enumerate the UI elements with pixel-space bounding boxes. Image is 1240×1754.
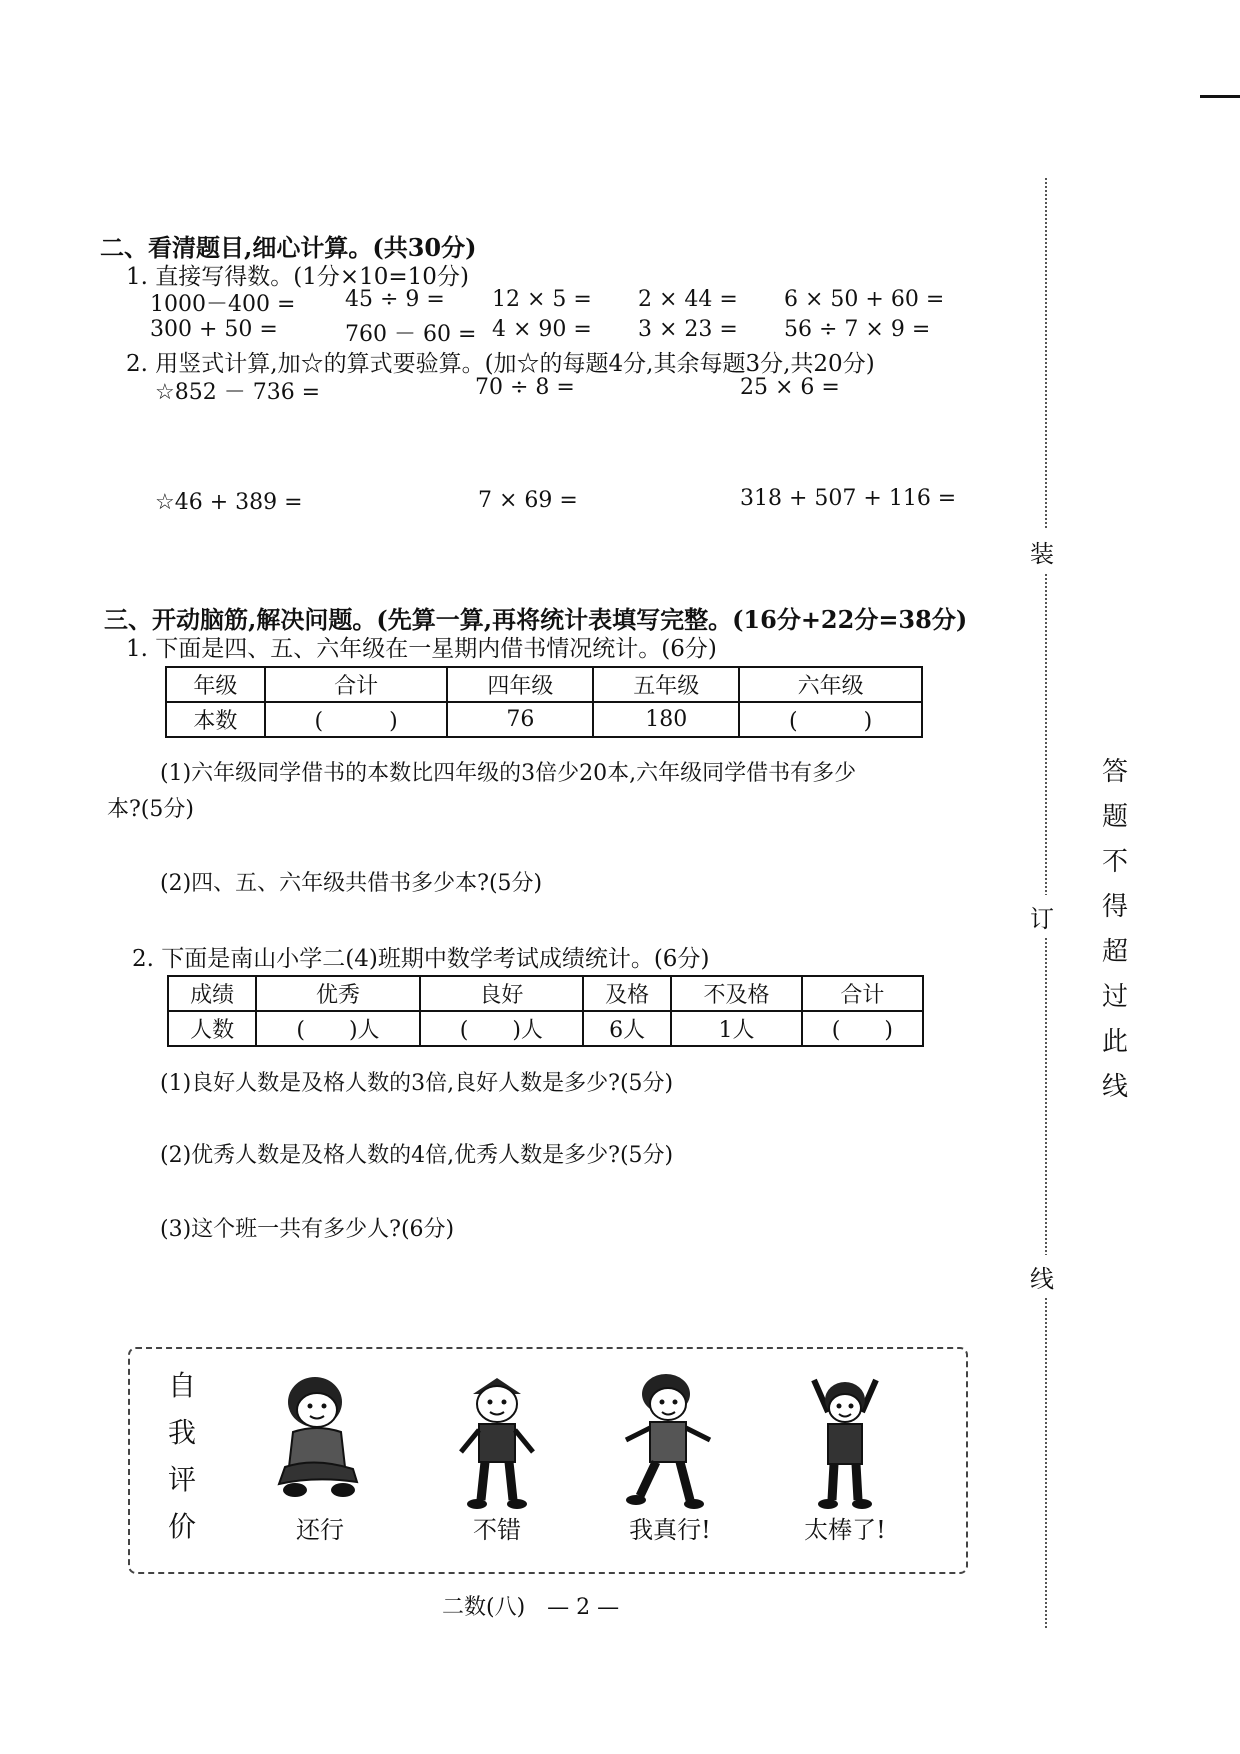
table-header-cell: 良好 <box>420 976 583 1011</box>
table-cell-blank[interactable]: ( )人 <box>420 1011 583 1046</box>
vertical-calc-3: 25 × 6 = <box>740 375 840 400</box>
table-header-cell: 成绩 <box>168 976 256 1011</box>
problem-1-sub-2: (2)四、五、六年级共借书多少本?(5分) <box>160 871 543 896</box>
problem-2-label: 2. 下面是南山小学二(4)班期中数学考试成绩统计。(6分) <box>132 946 710 972</box>
table-cell: 180 <box>593 702 739 737</box>
expr-4: 2 × 44 = <box>638 287 738 312</box>
table-header-cell: 四年级 <box>447 667 593 702</box>
vertical-calc-5: 7 × 69 = <box>478 488 578 513</box>
expr-2: 45 ÷ 9 = <box>345 287 445 312</box>
table-cell: 6人 <box>583 1011 671 1046</box>
expr-9: 3 × 23 = <box>638 317 738 342</box>
expr-3: 12 × 5 = <box>492 287 592 312</box>
table-header-cell: 合计 <box>802 976 923 1011</box>
table-cell: 1人 <box>671 1011 801 1046</box>
table-cell-blank[interactable]: ( ) <box>802 1011 923 1046</box>
table-header-cell: 优秀 <box>256 976 419 1011</box>
table-cell: 76 <box>447 702 593 737</box>
vertical-calc-1: ☆852 － 736 = <box>155 380 321 405</box>
expr-10: 56 ÷ 7 × 9 = <box>784 317 931 342</box>
problem-1-label: 1. 下面是四、五、六年级在一星期内借书情况统计。(6分) <box>126 636 717 662</box>
self-evaluation-label: 自我评价 <box>167 1369 196 1543</box>
table-cell-blank[interactable]: ( ) <box>265 702 448 737</box>
vertical-calc-6: 318 + 507 + 116 = <box>740 486 957 511</box>
table-cell: 人数 <box>168 1011 256 1046</box>
binding-warning: 答题不得超过此线 <box>1101 757 1128 1102</box>
binding-char-zhuang: 装 <box>1030 530 1054 573</box>
child-dancing-icon <box>618 1370 718 1512</box>
book-borrowing-table <box>165 666 923 738</box>
eval-level-1: 还行 <box>296 1516 344 1544</box>
expr-6: 300 + 50 = <box>150 317 278 342</box>
table-header-cell: 五年级 <box>593 667 739 702</box>
table-header-cell: 合计 <box>265 667 448 702</box>
table-header-cell: 六年级 <box>739 667 922 702</box>
vertical-calc-4: ☆46 + 389 = <box>155 490 303 515</box>
expr-8: 4 × 90 = <box>492 317 592 342</box>
child-cheering-icon <box>800 1372 890 1512</box>
table-cell-blank[interactable]: ( ) <box>739 702 922 737</box>
child-sitting-icon <box>265 1372 370 1507</box>
section-2-title: 二、看清题目,细心计算。(共30分) <box>100 233 477 262</box>
vertical-calc-2: 70 ÷ 8 = <box>475 375 575 400</box>
problem-2-sub-3: (3)这个班一共有多少人?(6分) <box>160 1217 455 1242</box>
problem-2-sub-2: (2)优秀人数是及格人数的4倍,优秀人数是多少?(5分) <box>160 1143 674 1168</box>
binding-char-ding: 订 <box>1030 895 1054 938</box>
eval-level-4: 太棒了! <box>804 1516 886 1544</box>
corner-mark <box>1200 95 1240 98</box>
question-1-label: 1. 直接写得数。(1分×10=10分) <box>126 264 469 290</box>
table-cell-blank[interactable]: ( )人 <box>256 1011 419 1046</box>
page-footer: 二数(八) — 2 — <box>442 1595 620 1620</box>
eval-level-2: 不错 <box>473 1516 521 1544</box>
child-standing-icon <box>455 1372 540 1512</box>
table-header-cell: 年级 <box>166 667 265 702</box>
problem-1-sub-1-cont: 本?(5分) <box>107 797 194 822</box>
binding-char-xian: 线 <box>1030 1255 1054 1298</box>
problem-1-sub-1: (1)六年级同学借书的本数比四年级的3倍少20本,六年级同学借书有多少 <box>160 761 857 786</box>
problem-2-sub-1: (1)良好人数是及格人数的3倍,良好人数是多少?(5分) <box>160 1071 674 1096</box>
expr-5: 6 × 50 + 60 = <box>784 287 945 312</box>
table-header-cell: 不及格 <box>671 976 801 1011</box>
table-cell: 本数 <box>166 702 265 737</box>
section-3-title: 三、开动脑筋,解决问题。(先算一算,再将统计表填写完整。(16分+22分=38分) <box>104 605 968 634</box>
eval-level-3: 我真行! <box>629 1516 711 1544</box>
table-header-cell: 及格 <box>583 976 671 1011</box>
expr-7: 760 － 60 = <box>345 322 477 347</box>
question-2-label: 2. 用竖式计算,加☆的算式要验算。(加☆的每题4分,其余每题3分,共20分) <box>126 351 875 377</box>
expr-1: 1000－400 = <box>150 292 296 317</box>
exam-score-table <box>167 975 924 1047</box>
